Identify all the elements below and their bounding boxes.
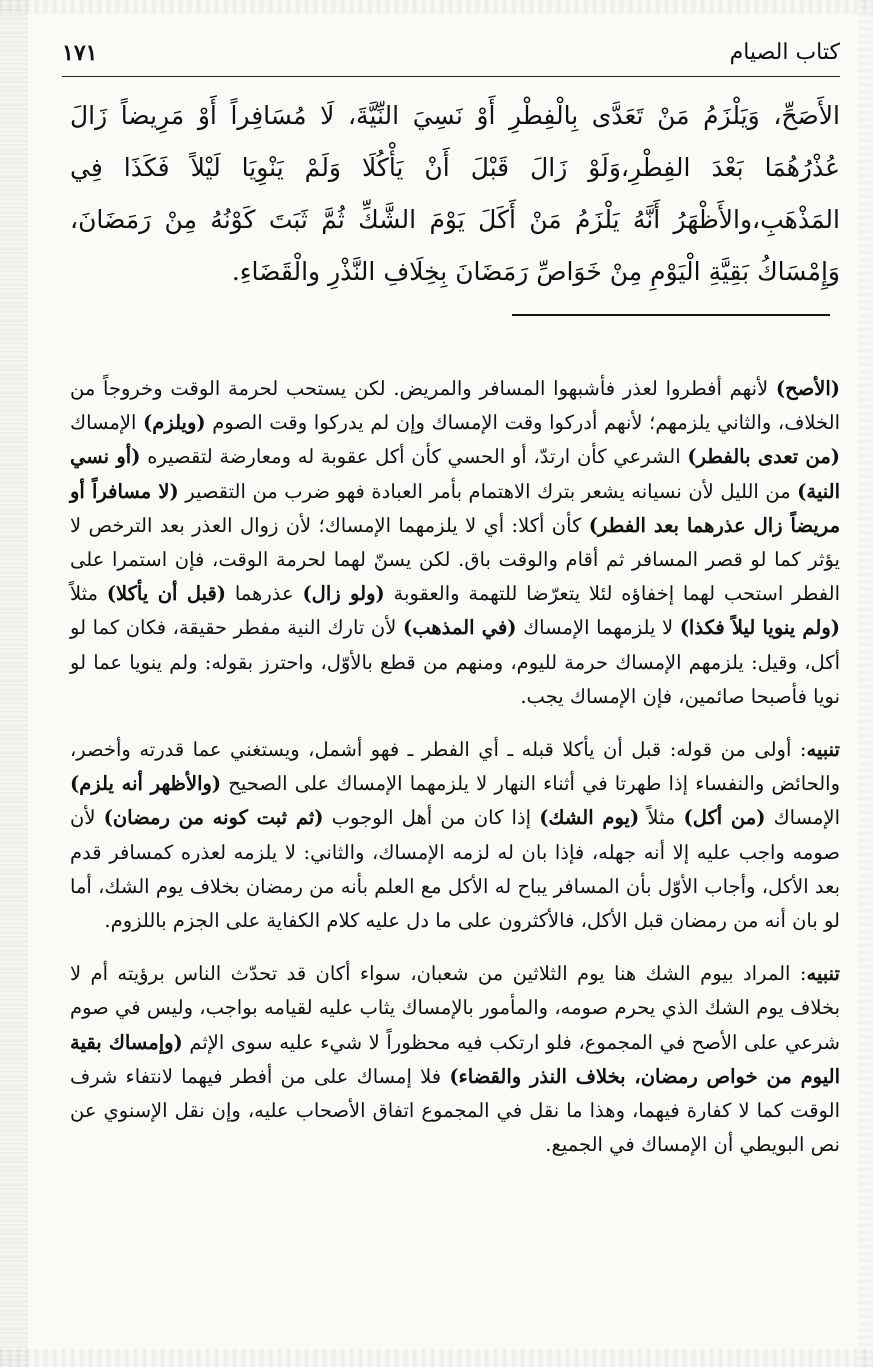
bold-run: (قبل أن يأكلا) (106, 582, 227, 606)
scan-margin-left (0, 0, 28, 1367)
bold-run: تنبيه (806, 738, 840, 762)
footnote-divider (512, 314, 830, 316)
bold-run: (أو نسي النية) (70, 445, 840, 503)
sharh-commentary (70, 372, 840, 1162)
bold-run: (ولو زال) (302, 582, 385, 606)
bold-run: (وإمساك بقية اليوم من خواص رمضان، بخلاف النذر والقضاء) (70, 1030, 840, 1088)
text-run: الإمساك (70, 411, 144, 435)
page-number: ١٧١ (62, 40, 98, 66)
sharh-paragraph-2 (70, 733, 840, 938)
scan-margin-top (0, 0, 873, 14)
text-run: لا يلزمهما الإمساك (516, 616, 680, 640)
scan-margin-bottom (0, 1349, 873, 1367)
bold-run: (من تعدى بالفطر) (687, 445, 841, 469)
scan-margin-right (859, 0, 873, 1367)
text-run: لأنهم أفطروا لعذر فأشبهوا المسافر والمريض. لكن يستحب لحرمة الوقت وخروجاً من الخلاف، والثاني يلزمهم؛ لأنهم أدركوا وقت الإمساك وإن لم يدركوا وقت الصوم (70, 377, 840, 435)
text-run: إذا كان من أهل الوجوب (323, 806, 540, 830)
text-run: الشرعي كأن ارتدّ، أو الحسي كأن أكل عقوبة له ومعارضة لتقصيره (140, 445, 688, 469)
text-run: مثلاً (70, 582, 107, 606)
text-run: لأن صومه واجب عليه إلا أنه جهله، فإذا بان له لزمه الإمساك، والثاني: لا يلزمه لعذره كمسافر قدم بعد الأكل، وأجاب الأوّل بأن المسافر يباح له الأكل مع العلم بأنه من رمضان بخلاف يوم الشك، أما لو بان أنه من رمضان قبل الأكل، فالأكثرون على ما دل عليه كلام الكفاية على الجزم باللزوم. (70, 806, 840, 933)
text-run: من الليل لأن نسيانه يشعر بترك الاهتمام بأمر العبادة فهو ضرب من التقصير (178, 479, 798, 503)
matn-paragraph: الأَصَحِّ، وَيَلْزَمُ مَنْ تَعَدَّى بِالْفِطْرِ أَوْ نَسِيَ النِّيَّةَ، لَا مُسَافِراً أَوْ مَرِيضاً زَالَ عُذْرُهُمَا بَعْدَ الفِطْرِ،وَلَوْ زَالَ قَبْلَ أَنْ يَأْكُلَا وَلَمْ يَنْوِيَا لَيْلاً فَكَذَا فِي المَذْهَبِ،والأَظْهَرُ أَنَّهُ يَلْزَمُ مَنْ أَكَلَ يَوْمَ الشَّكِّ ثُمَّ ثَبَتَ كَوْنُهُ مِنْ رَمَضَانَ، وَإِمْسَاكُ بَقِيَّةِ الْيَوْمِ مِنْ خَوَاصِّ رَمَضَانَ بِخِلَافِ النَّذْرِ والْقَضَاءِ. (70, 101, 840, 286)
bold-run: (الأصح) (775, 377, 840, 400)
bold-run: (لا مسافراً أو مريضاً زال عذرهما بعد الفطر) (70, 479, 841, 537)
text-run: مثلاً (639, 806, 684, 830)
text-run: الإمساك (765, 806, 840, 830)
bold-run: تنبيه (806, 962, 840, 986)
bold-run: (ولم ينويا ليلاً فكذا) (679, 616, 840, 640)
bold-run: (ثم ثبت كونه من رمضان) (103, 806, 324, 830)
bold-run: (يوم الشك) (539, 806, 640, 830)
book-title: كتاب الصيام (729, 40, 840, 65)
text-run: فلا إمساك على من أفطر فيهما لانتفاء شرف الوقت كما لا كفارة فيهما، وهذا ما نقل في المجموع اتفاق الأصحاب عليه، وإن نقل الإسنوي عن نص البويطي أن الإمساك في الجميع. (70, 1064, 840, 1157)
bold-run: (من أكل) (683, 806, 766, 830)
matn-text (70, 90, 840, 298)
text-run: : أولى من قوله: قبل أن يأكلا قبله ـ أي الفطر ـ فهو أشمل، ويستغني عما قدرته وأخصر، والحائض والنفساء إذا طهرتا في أثناء النهار لا يلزمهما الإمساك على الصحيح (70, 738, 840, 796)
bold-run: (والأظهر أنه يلزم) (70, 772, 222, 796)
bold-run: (في المذهب) (402, 616, 517, 640)
text-run: كأن أكلا: أي لا يلزمهما الإمساك؛ لأن زوال العذر بعد الترخص لا يؤثر كما لو قصر المسافر ثم أقام والوقت باق. لكن يسنّ لهما لحرمة الوقت، فإن استمرا على الفطر استحب لهما إخفاؤه لئلا يتعرّضا للتهمة والعقوبة (70, 513, 841, 606)
page-header (62, 36, 840, 77)
text-run: : المراد بيوم الشك هنا يوم الثلاثين من شعبان، سواء أكان قد تحدّث الناس برؤيته أم لا بخلاف يوم الشك الذي يحرم صومه، والمأمور بالإمساك يثاب عليه لقيامه بواجب، وليس في صوم شرعي على الأصح في المجموع، فلو ارتكب فيه محظوراً لا شيء عليه سوى الإثم (70, 962, 841, 1054)
sharh-paragraph-3 (70, 957, 840, 1162)
bold-run: (ويلزم) (143, 411, 206, 435)
text-run: عذرهما (226, 582, 303, 606)
sharh-paragraph-1 (70, 372, 840, 714)
text-run: لأن تارك النية مفطر حقيقة، فكان كما لو أكل، وقيل: يلزمهم الإمساك حرمة لليوم، ومنهم من قطع بالأوّل، واحترز بقوله: ولم ينويا عما لو نويا فأصبحا صائمين، فإن الإمساك يجب. (70, 616, 840, 708)
